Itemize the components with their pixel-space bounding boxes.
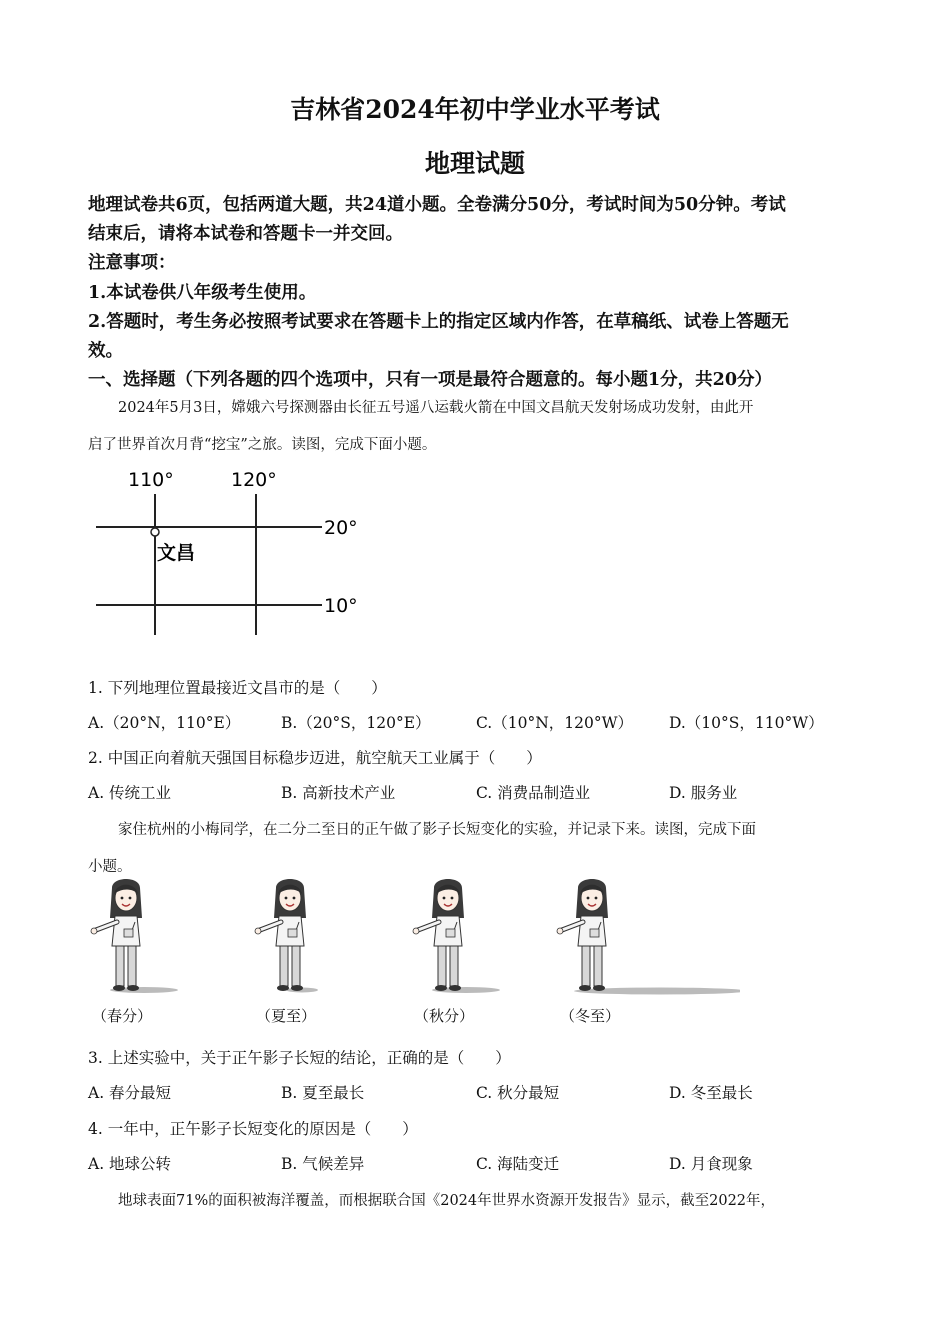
question-2-option-b[interactable]: B. 高新技术产业 bbox=[281, 784, 396, 802]
latitude-label-20: 20° bbox=[324, 517, 358, 539]
longitude-label-110: 110° bbox=[128, 469, 174, 491]
girl-figure-winter bbox=[557, 879, 608, 991]
shadow-experiment-figures bbox=[80, 878, 740, 1006]
passage-3-line-1: 地球表面71%的面积被海洋覆盖，而根据联合国《2024年世界水资源开发报告》显示，截至2022年， bbox=[118, 1193, 776, 1209]
passage-2-line-1: 家住杭州的小梅同学，在二分二至日的正午做了影子长短变化的实验，并记录下来。读图，完成下面 bbox=[118, 822, 756, 838]
figure-label-autumn-equinox: （秋分） bbox=[414, 1007, 475, 1025]
question-1-option-a[interactable]: A.（20°N，110°E） bbox=[88, 714, 241, 732]
section-heading: 一、选择题（下列各题的四个选项中，只有一项是最符合题意的。每小题1分，共20分） bbox=[88, 370, 773, 390]
notice-item-2-line-2: 效。 bbox=[88, 341, 123, 361]
question-4-option-b[interactable]: B. 气候差异 bbox=[281, 1155, 365, 1173]
figure-label-winter-solstice: （冬至） bbox=[560, 1007, 621, 1025]
girl-figure-summer bbox=[255, 879, 306, 991]
passage-2-line-2: 小题。 bbox=[88, 859, 132, 875]
city-label-wenchang: 文昌 bbox=[157, 542, 196, 564]
notice-item-1: 1.本试卷供八年级考生使用。 bbox=[88, 283, 317, 303]
intro-line-2: 结束后，请将本试卷和答题卡一并交回。 bbox=[88, 224, 403, 244]
girl-figure-spring bbox=[91, 879, 142, 991]
notice-item-2-line-1: 2.答题时，考生务必按照考试要求在答题卡上的指定区域内作答，在草稿纸、试卷上答题无 bbox=[88, 312, 789, 332]
figure-label-spring-equinox: （春分） bbox=[92, 1007, 153, 1025]
question-3-option-d[interactable]: D. 冬至最长 bbox=[669, 1084, 753, 1102]
question-2-option-c[interactable]: C. 消费品制造业 bbox=[476, 784, 591, 802]
question-3-option-a[interactable]: A. 春分最短 bbox=[88, 1084, 172, 1102]
question-4-option-d[interactable]: D. 月食现象 bbox=[669, 1155, 753, 1173]
question-3-option-b[interactable]: B. 夏至最长 bbox=[281, 1084, 365, 1102]
lat-lon-grid-map bbox=[88, 460, 378, 650]
question-3-option-c[interactable]: C. 秋分最短 bbox=[476, 1084, 560, 1102]
longitude-label-120: 120° bbox=[231, 469, 277, 491]
question-1-stem: 1. 下列地理位置最接近文昌市的是（ ） bbox=[88, 679, 387, 697]
passage-1-line-1: 2024年5月3日，嫦娥六号探测器由长征五号遥八运载火箭在中国文昌航天发射场成功发射，由此开 bbox=[118, 400, 754, 416]
question-4-option-c[interactable]: C. 海陆变迁 bbox=[476, 1155, 560, 1173]
question-2-option-d[interactable]: D. 服务业 bbox=[669, 784, 738, 802]
question-1-option-d[interactable]: D.（10°S，110°W） bbox=[669, 714, 824, 732]
question-3-stem: 3. 上述实验中，关于正午影子长短的结论，正确的是（ ） bbox=[88, 1049, 511, 1067]
question-2-stem: 2. 中国正向着航天强国目标稳步迈进，航空航天工业属于（ ） bbox=[88, 749, 542, 767]
notice-heading: 注意事项： bbox=[88, 253, 176, 273]
question-4-stem: 4. 一年中，正午影子长短变化的原因是（ ） bbox=[88, 1120, 418, 1138]
girl-figure-autumn bbox=[413, 879, 464, 991]
wenchang-marker bbox=[151, 528, 159, 536]
question-1-option-b[interactable]: B.（20°S，120°E） bbox=[281, 714, 431, 732]
exam-title: 吉林省2024年初中学业水平考试 bbox=[290, 95, 660, 124]
figure-label-summer-solstice: （夏至） bbox=[256, 1007, 317, 1025]
latitude-label-10: 10° bbox=[324, 595, 358, 617]
exam-subtitle: 地理试题 bbox=[424, 149, 525, 178]
question-4-option-a[interactable]: A. 地球公转 bbox=[88, 1155, 172, 1173]
passage-1-line-2: 启了世界首次月背“挖宝”之旅。读图，完成下面小题。 bbox=[88, 437, 437, 453]
intro-line-1: 地理试卷共6页，包括两道大题，共24道小题。全卷满分50分，考试时间为50分钟。考试 bbox=[88, 195, 786, 215]
question-2-option-a[interactable]: A. 传统工业 bbox=[88, 784, 172, 802]
question-1-option-c[interactable]: C.（10°N，120°W） bbox=[476, 714, 634, 732]
